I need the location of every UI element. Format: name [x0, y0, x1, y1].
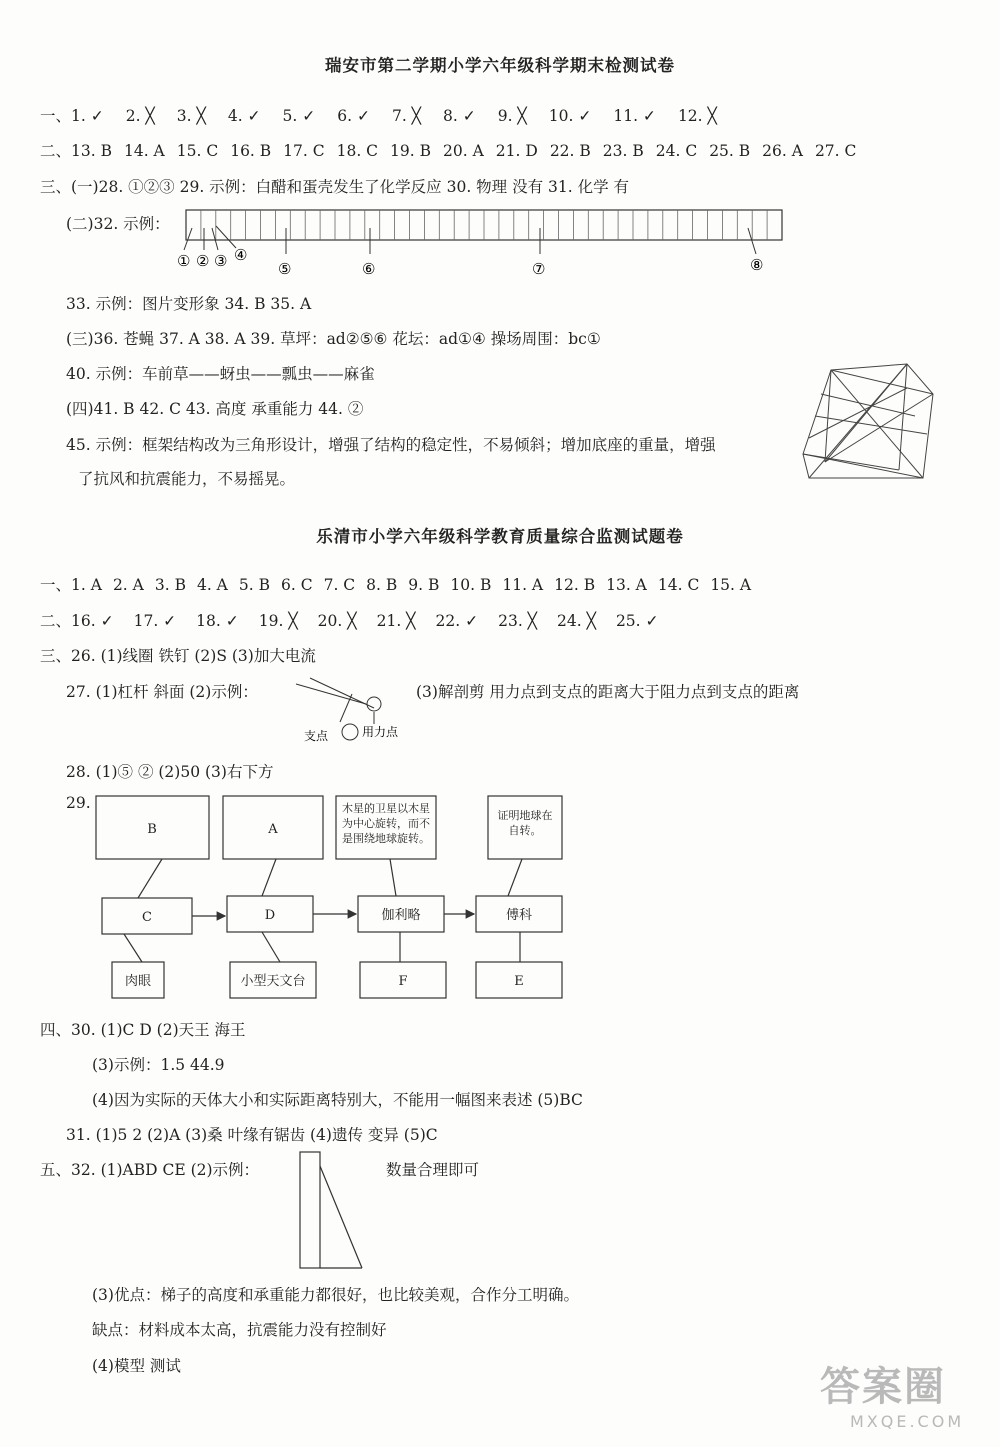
answer-item: 15. C	[176, 142, 219, 160]
watermark-url: MXQE.COM	[850, 1412, 965, 1431]
s1-row8: (四)41. B 42. C 43. 高度 承重能力 44. ②	[66, 400, 364, 418]
row-prefix: 一、	[40, 576, 72, 594]
answer-list	[71, 612, 679, 630]
answer-item: 1. ✓	[71, 107, 104, 125]
box-E: E	[514, 974, 524, 989]
answer-item: 12. ╳	[677, 107, 717, 125]
answer-item: 4. A	[196, 576, 228, 594]
answer-item: 6. C	[281, 576, 313, 594]
answer-item: 15. A	[710, 576, 752, 594]
mark-4: ④	[234, 246, 248, 264]
s2-row10: 31. (1)5 2 (2)A (3)桑 叶缘有锯齿 (4)遗传 变异 (5)C	[66, 1126, 438, 1144]
s2-row7: 四、30. (1)C D (2)天王 海王	[40, 1021, 246, 1039]
answer-item: 18. C	[336, 142, 379, 160]
s1-row1	[40, 104, 739, 126]
answer-item: 13. B	[71, 142, 112, 160]
answer-item: 21. D	[495, 142, 538, 160]
s2-row3: 三、26. (1)线圈 铁钉 (2)S (3)加大电流	[40, 647, 316, 665]
mark-6: ⑥	[362, 260, 376, 278]
astronomy-history-diagram	[90, 790, 570, 1002]
answer-item: 12. B	[554, 576, 596, 594]
answer-item: 6. ✓	[337, 107, 370, 125]
row-prefix: 二、	[40, 612, 72, 630]
box-earth-rotation-note: 证明地球在自转。	[497, 809, 553, 837]
answer-item: 7. C	[323, 576, 356, 594]
answer-item: 14. A	[123, 142, 165, 160]
box-B: B	[147, 822, 157, 837]
answer-item: 23. ╳	[498, 612, 538, 630]
s1-row3: 三、(一)28. ①②③ 29. 示例：白醋和蛋壳发生了化学反应 30. 物理 没有 31. 化学 有	[40, 178, 630, 196]
s2-row11a: 五、32. (1)ABD CE (2)示例：	[40, 1161, 260, 1179]
answer-item: 24. ╳	[557, 612, 596, 630]
answer-item: 23. B	[602, 142, 644, 160]
answer-item: 10. ✓	[548, 107, 592, 125]
s2-row5: 28. (1)⑤ ② (2)50 (3)右下方	[66, 763, 274, 781]
answer-item: 19. B	[390, 142, 432, 160]
s1-row10: 了抗风和抗震能力，不易摇晃。	[78, 470, 296, 488]
scissors-sketch	[290, 674, 420, 746]
section2-title: 乐清市小学六年级科学教育质量综合监测试题卷	[316, 527, 684, 546]
s2-row8: (3)示例：1.5 44.9	[92, 1056, 225, 1074]
answer-item: 21. ╳	[376, 612, 416, 630]
mark-3: ③	[214, 252, 228, 270]
answer-item: 3. B	[154, 576, 186, 594]
answer-item: 14. C	[657, 576, 700, 594]
mark-7: ⑦	[532, 260, 546, 278]
answer-item: 20. ╳	[317, 612, 357, 630]
mark-5: ⑤	[278, 260, 292, 278]
answer-item: 2. A	[112, 576, 144, 594]
answer-list	[71, 107, 739, 125]
effort-point-label: 用力点	[362, 725, 399, 739]
box-jupiter-note: 木星的卫星以木星为中心旋转，而不是围绕地球旋转。	[342, 802, 430, 845]
answer-item: 25. ✓	[615, 612, 659, 630]
s2-row1	[40, 573, 762, 595]
answer-list	[71, 576, 762, 594]
answer-item: 5. ✓	[282, 107, 316, 125]
ladder-sketch	[292, 1148, 372, 1274]
answer-item: 25. B	[709, 142, 751, 160]
answer-item: 10. B	[450, 576, 492, 594]
answer-item: 2. ╳	[125, 107, 155, 125]
answer-item: 4. ✓	[227, 107, 261, 125]
fulcrum-label: 支点	[304, 729, 329, 743]
s1-row6: (三)36. 苍蝇 37. A 38. A 39. 草坪：ad②⑤⑥ 花坛：ad①④ 操场周围：bc①	[66, 330, 601, 348]
s2-row4a: 27. (1)杠杆 斜面 (2)示例：	[66, 683, 258, 701]
answer-item: 16. ✓	[71, 612, 114, 630]
s2-row14: (4)模型 测试	[92, 1357, 181, 1375]
answer-item: 19. ╳	[258, 612, 298, 630]
row-prefix: 二、	[40, 142, 72, 160]
s1-row4-label: (二)32. 示例：	[66, 215, 170, 233]
answer-item: 7. ╳	[391, 107, 422, 125]
answer-item: 24. C	[655, 142, 698, 160]
s1-row9: 45. 示例：框架结构改为三角形设计，增强了结构的稳定性，不易倾斜；增加底座的重量，增强	[66, 436, 716, 454]
s2-row11b: 数量合理即可	[386, 1161, 480, 1179]
answer-item: 11. A	[502, 576, 544, 594]
answer-item: 27. C	[814, 142, 857, 160]
answer-item: 1. A	[71, 576, 102, 594]
section1-title: 瑞安市第二学期小学六年级科学期末检测试卷	[325, 56, 675, 75]
watermark-logo: 答案圈	[820, 1364, 946, 1410]
answer-item: 17. ✓	[133, 612, 177, 630]
s2-row13: 缺点：材料成本太高，抗震能力没有控制好	[92, 1321, 387, 1339]
tower-frame-sketch	[795, 358, 945, 488]
answer-item: 11. ✓	[613, 107, 656, 125]
answer-item: 22. ✓	[435, 612, 479, 630]
box-D: D	[264, 908, 276, 923]
answer-item: 17. C	[283, 142, 325, 160]
answer-list	[71, 142, 868, 160]
answer-item: 20. A	[443, 142, 484, 160]
strip-diagram	[170, 204, 790, 284]
mark-1: ①	[177, 252, 191, 270]
answer-item: 9. ╳	[497, 107, 527, 125]
answer-item: 13. A	[606, 576, 647, 594]
box-F: F	[398, 974, 408, 989]
s2-row12: (3)优点：梯子的高度和承重能力都很好，也比较美观，合作分工明确。	[92, 1286, 579, 1304]
row-prefix: 一、	[40, 107, 72, 125]
mark-8: ⑧	[750, 256, 764, 274]
s1-row7: 40. 示例：车前草——蚜虫——瓢虫——麻雀	[66, 365, 375, 383]
s2-row4b: (3)解剖剪 用力点到支点的距离大于阻力点到支点的距离	[416, 683, 800, 701]
box-galileo: 伽利略	[381, 908, 421, 923]
mark-2: ②	[196, 252, 210, 270]
box-C: C	[142, 910, 152, 925]
answer-item: 26. A	[762, 142, 803, 160]
answer-item: 8. B	[366, 576, 398, 594]
answer-item: 5. B	[238, 576, 270, 594]
box-A: A	[268, 822, 278, 837]
answer-item: 18. ✓	[196, 612, 239, 630]
s1-row2	[40, 139, 868, 161]
answer-item: 3. ╳	[176, 107, 206, 125]
q29-label: 29.	[66, 794, 91, 812]
s2-row2	[40, 609, 679, 631]
answer-item: 22. B	[549, 142, 591, 160]
watermark	[820, 1355, 964, 1431]
answer-item: 8. ✓	[443, 107, 476, 125]
box-small-observatory: 小型天文台	[240, 974, 306, 989]
answer-item: 9. B	[408, 576, 440, 594]
box-foucault: 傅科	[505, 908, 533, 923]
s2-row9: (4)因为实际的天体大小和实际距离特别大，不能用一幅图来表述 (5)BC	[92, 1091, 583, 1109]
box-naked-eye: 肉眼	[124, 974, 152, 989]
answer-item: 16. B	[230, 142, 272, 160]
s1-row5: 33. 示例：图片变形象 34. B 35. A	[66, 295, 312, 313]
